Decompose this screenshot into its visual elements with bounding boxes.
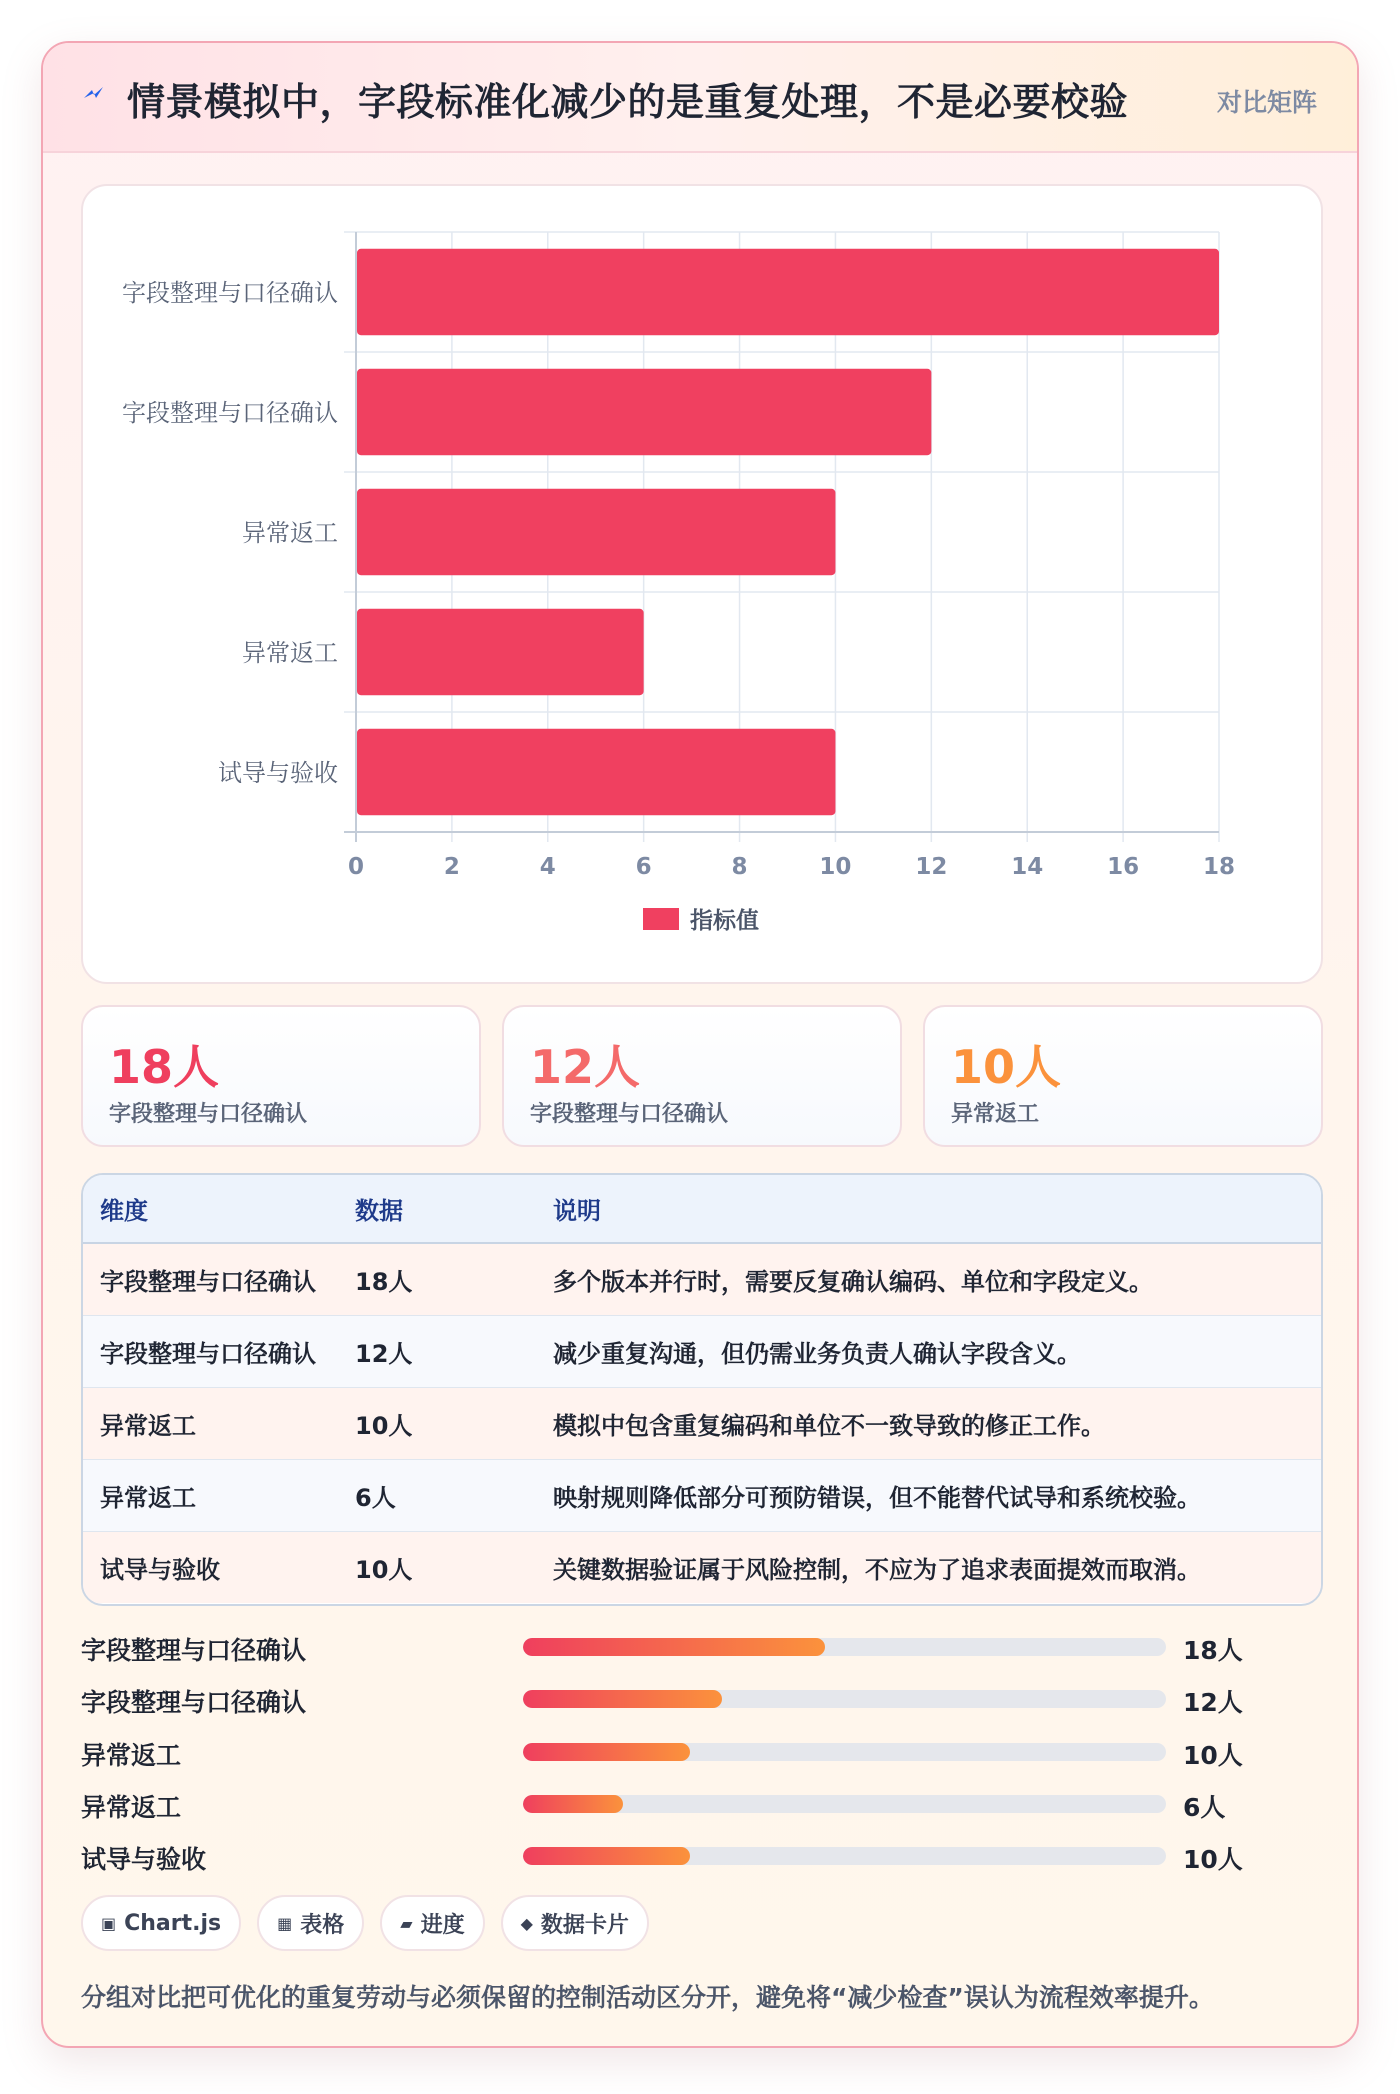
diamond-icon: ◆ (520, 1913, 533, 1933)
pill-label: Chart.js (124, 1910, 222, 1936)
table-cell: 关键数据验证属于风险控制，不应为了追求表面提效而取消。 (553, 1531, 1321, 1603)
legend-label: 指标值 (690, 908, 759, 934)
card-header (43, 43, 1357, 153)
feature-pills (81, 1895, 649, 1951)
table-cell: 12人 (355, 1315, 553, 1387)
pill-data-cards[interactable] (501, 1895, 649, 1951)
y-tick-label: 字段整理与口径确认 (122, 279, 338, 307)
x-tick-label: 10 (819, 854, 852, 880)
bar (357, 369, 931, 455)
table-cell: 字段整理与口径确认 (83, 1243, 355, 1315)
progress-bar-icon: ▰ (400, 1913, 413, 1933)
column-header: 说明 (553, 1175, 1321, 1243)
progress-label: 试导与验收 (81, 1845, 207, 1874)
progress-fill (523, 1847, 690, 1865)
progress-value: 12人 (1183, 1688, 1243, 1717)
y-tick-label: 异常返工 (242, 519, 338, 547)
progress-row (81, 1679, 1323, 1719)
progress-fill (523, 1795, 623, 1813)
bar-chart-panel (81, 184, 1323, 984)
x-tick-label: 4 (539, 854, 556, 880)
bar (357, 729, 835, 815)
bar (357, 249, 1219, 335)
progress-row (81, 1836, 1323, 1876)
table-cell: 10人 (355, 1387, 553, 1459)
progress-fill (523, 1638, 825, 1656)
kpi-value: 18人 (109, 1040, 220, 1094)
table-cell: 减少重复沟通，但仍需业务负责人确认字段含义。 (553, 1315, 1321, 1387)
lightning-bolt-icon (81, 81, 107, 107)
pill-table[interactable] (257, 1895, 364, 1951)
data-table-panel (81, 1173, 1323, 1606)
progress-label: 字段整理与口径确认 (81, 1688, 307, 1717)
progress-track (523, 1743, 1166, 1761)
kpi-card (502, 1005, 902, 1147)
y-tick-label: 试导与验收 (218, 759, 338, 787)
x-tick-label: 2 (443, 854, 460, 880)
table-cell: 多个版本并行时，需要反复确认编码、单位和字段定义。 (553, 1243, 1321, 1315)
footnote: 分组对比把可优化的重复劳动与必须保留的控制活动区分开，避免将“减少检查”误认为流程效率提升。 (81, 1983, 1214, 2012)
x-tick-label: 18 (1202, 854, 1236, 880)
view-tag: 对比矩阵 (1216, 88, 1317, 117)
pill-label: 表格 (300, 1912, 345, 1938)
table-cell: 异常返工 (83, 1459, 355, 1531)
progress-fill (523, 1743, 690, 1761)
x-tick-label: 0 (347, 854, 365, 880)
table-cell: 异常返工 (83, 1387, 355, 1459)
kpi-label: 字段整理与口径确认 (109, 1102, 308, 1127)
kpi-card (923, 1005, 1323, 1147)
pill-progress[interactable] (380, 1895, 484, 1951)
kpi-label: 字段整理与口径确认 (530, 1102, 729, 1127)
table-grid-icon: ▦ (277, 1913, 293, 1933)
x-tick-label: 6 (635, 854, 652, 880)
progress-row (81, 1627, 1323, 1667)
table-cell: 映射规则降低部分可预防错误，但不能替代试导和系统校验。 (553, 1459, 1321, 1531)
table-cell: 6人 (355, 1459, 553, 1531)
progress-track (523, 1638, 1166, 1656)
kpi-value: 12人 (530, 1040, 641, 1094)
progress-fill (523, 1690, 722, 1708)
progress-label: 异常返工 (81, 1793, 182, 1822)
table-row (83, 1315, 1321, 1387)
x-tick-label: 14 (1011, 854, 1044, 880)
column-header: 数据 (355, 1175, 553, 1243)
y-tick-label: 异常返工 (242, 639, 338, 667)
progress-track (523, 1795, 1166, 1813)
pill-label: 进度 (420, 1912, 465, 1938)
progress-row (81, 1784, 1323, 1824)
progress-label: 字段整理与口径确认 (81, 1636, 307, 1665)
table-row (83, 1243, 1321, 1315)
progress-value: 10人 (1183, 1741, 1243, 1770)
report-card (41, 41, 1359, 2048)
kpi-value: 10人 (951, 1040, 1062, 1094)
bar (357, 609, 644, 695)
data-table (83, 1175, 1321, 1603)
table-cell: 试导与验收 (83, 1531, 355, 1603)
page-title: 情景模拟中，字段标准化减少的是重复处理，不是必要校验 (127, 80, 1129, 124)
bar (357, 489, 835, 575)
x-tick-label: 12 (915, 854, 948, 880)
progress-value: 18人 (1183, 1636, 1243, 1665)
chart-box-icon: ▣ (101, 1913, 117, 1933)
pill-label: 数据卡片 (540, 1912, 629, 1938)
table-cell: 字段整理与口径确认 (83, 1315, 355, 1387)
progress-value: 6人 (1183, 1793, 1226, 1822)
table-row (83, 1531, 1321, 1603)
pill-chartjs[interactable] (81, 1895, 241, 1951)
table-cell: 18人 (355, 1243, 553, 1315)
table-cell: 模拟中包含重复编码和单位不一致导致的修正工作。 (553, 1387, 1321, 1459)
x-tick-label: 8 (731, 854, 748, 880)
table-cell: 10人 (355, 1531, 553, 1603)
table-row (83, 1459, 1321, 1531)
progress-label: 异常返工 (81, 1741, 182, 1770)
x-tick-label: 16 (1107, 854, 1140, 880)
bar-chart (83, 186, 1325, 986)
progress-row (81, 1732, 1323, 1772)
kpi-card (81, 1005, 481, 1147)
legend-swatch (643, 908, 679, 930)
progress-track (523, 1847, 1166, 1865)
table-header-row (83, 1175, 1321, 1243)
table-row (83, 1387, 1321, 1459)
kpi-label: 异常返工 (951, 1102, 1040, 1127)
column-header: 维度 (83, 1175, 355, 1243)
progress-value: 10人 (1183, 1845, 1243, 1874)
progress-track (523, 1690, 1166, 1708)
y-tick-label: 字段整理与口径确认 (122, 399, 338, 427)
